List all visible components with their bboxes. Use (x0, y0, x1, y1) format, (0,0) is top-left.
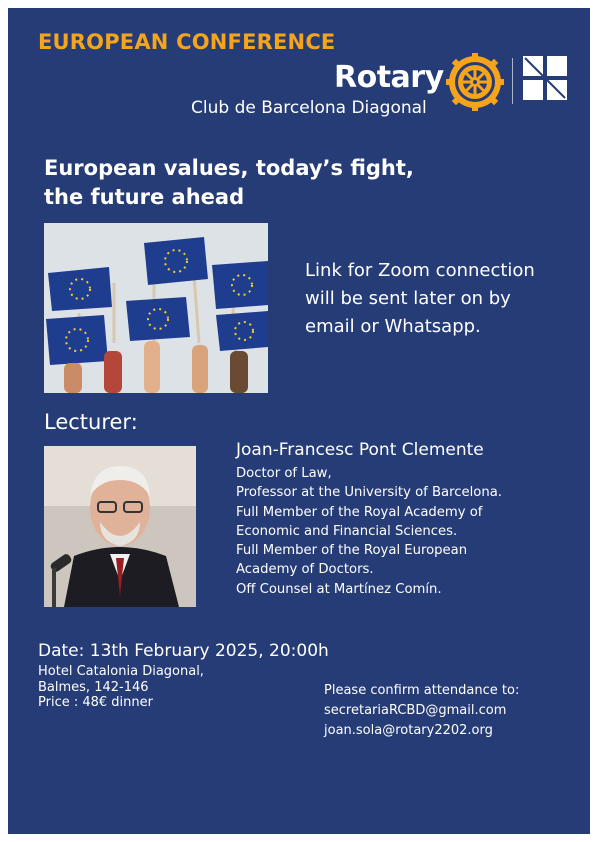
credential-line: Academy of Doctors. (236, 562, 374, 578)
event-date: Date: 13th February 2025, 20:00h (38, 641, 329, 661)
lecturer-credentials (236, 464, 576, 599)
credential-line: Professor at the University of Barcelona. (236, 485, 502, 501)
price-line: Price : 48€ dinner (38, 695, 153, 710)
credential-line: Full Member of the Royal European (236, 543, 468, 559)
square-grid-logo-icon (523, 56, 567, 100)
credential-line: Full Member of the Royal Academy of (236, 504, 483, 520)
rsvp-email-link[interactable]: joan.sola@rotary2202.org (324, 723, 493, 738)
lecturer-name: Joan-Francesc Pont Clemente (236, 440, 484, 460)
lecturer-portrait (44, 446, 196, 607)
logo-divider (512, 58, 513, 104)
conference-title: EUROPEAN CONFERENCE (38, 30, 336, 54)
rotary-wordmark: Rotary (334, 60, 444, 95)
credential-line: Economic and Financial Sciences. (236, 523, 458, 539)
venue-line: Balmes, 142-146 (38, 679, 149, 695)
zoom-link-note: Link for Zoom connection will be sent later on by email or Whatsapp. (305, 260, 535, 337)
rsvp-block (324, 681, 519, 741)
lecturer-label: Lecturer: (44, 410, 138, 434)
credential-line: Doctor of Law, (236, 466, 332, 481)
rsvp-email-link[interactable]: secretariaRCBD@gmail.com (324, 703, 507, 718)
eu-flags-photo (44, 223, 268, 393)
event-headline: European values, today’s fight, the future ahead (44, 156, 414, 209)
credential-line: Off Counsel at Martínez Comín. (236, 581, 442, 597)
rotary-wheel-icon (445, 52, 505, 112)
venue-line: Hotel Catalonia Diagonal, (38, 664, 204, 679)
event-venue (38, 664, 204, 711)
poster (8, 8, 590, 834)
club-name: Club de Barcelona Diagonal (191, 98, 427, 118)
rsvp-label: Please confirm attendance to: (324, 683, 520, 698)
